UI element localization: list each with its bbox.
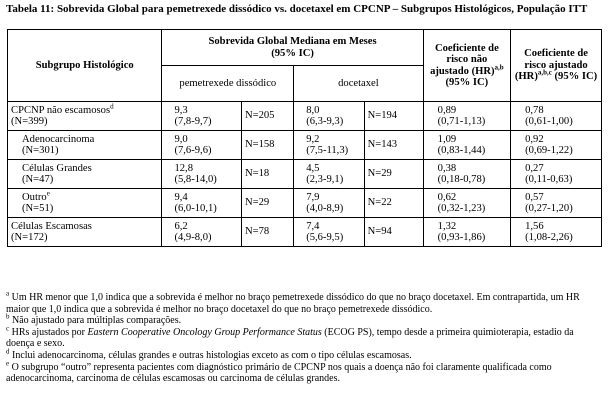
hr-unadjusted-ci: (0,71-1,13) bbox=[437, 116, 486, 127]
footnote-e-text: O subgrupo “outro” representa pacientes com diagnóstico primário de CPCNP nos quais a doença não foi claramente qualificada como adenocarcinoma, carcinoma de células escamosas ou carcinoma de células grandes. bbox=[6, 361, 552, 385]
hr-adjusted: 0,27 bbox=[525, 162, 544, 174]
cell-doc-median bbox=[294, 102, 364, 131]
hr-unadjusted-ci: (0,83-1,44) bbox=[437, 145, 486, 156]
doc-n: N=94 bbox=[367, 226, 392, 238]
subgroup-name: CPCNP não escamosos bbox=[11, 104, 111, 116]
hr-adjusted: 0,92 bbox=[525, 133, 544, 145]
hr-adjusted: 1,56 bbox=[525, 220, 544, 232]
cell-doc-median bbox=[294, 131, 364, 160]
doc-median: 7,4 bbox=[306, 220, 320, 232]
cell-hr-unadjusted bbox=[423, 131, 510, 160]
cell-doc-n bbox=[364, 102, 423, 131]
footnote-c-mark: c bbox=[6, 324, 10, 333]
pem-median: 12,8 bbox=[174, 162, 193, 174]
hr-adjusted-ci: (0,61-1,00) bbox=[525, 116, 573, 127]
footnotes bbox=[6, 289, 604, 385]
doc-median: 9,2 bbox=[306, 133, 320, 145]
cell-doc-n bbox=[364, 189, 423, 218]
subgroup-footnote-mark: e bbox=[46, 188, 50, 197]
hr-adjusted-ci: (0,69-1,22) bbox=[525, 145, 573, 156]
hr-adjusted-ci: (0,27-1,20) bbox=[525, 203, 573, 214]
subgroup-n: (N=172) bbox=[11, 232, 48, 243]
cell-doc-median bbox=[294, 189, 364, 218]
subgroup-n: (N=47) bbox=[22, 174, 54, 185]
cell-doc-median bbox=[294, 218, 364, 247]
footnote-b-mark: b bbox=[6, 312, 10, 321]
cell-doc-n bbox=[364, 218, 423, 247]
doc-ci: (5,6-9,5) bbox=[306, 232, 344, 243]
cell-doc-n bbox=[364, 160, 423, 189]
cell-subgroup bbox=[8, 189, 162, 218]
doc-n: N=29 bbox=[367, 168, 392, 180]
footnote-a bbox=[6, 289, 604, 315]
doc-median: 8,0 bbox=[306, 104, 320, 116]
hr-adjusted-ci: (1,08-2,26) bbox=[525, 232, 573, 243]
header-hr-adj-label: Coeficiente de risco ajustado (HR) bbox=[514, 48, 588, 83]
footnote-b-text: Não ajustado para múltiplas comparações. bbox=[9, 315, 182, 327]
subgroup-footnote-mark: d bbox=[110, 101, 114, 110]
pem-n: N=18 bbox=[244, 168, 270, 180]
footnote-c-italic: Eastern Cooperative Oncology Group Performance Status bbox=[87, 326, 322, 338]
subgroup-name: Adenocarcinoma bbox=[22, 133, 95, 145]
cell-hr-adjusted bbox=[511, 189, 602, 218]
cell-pem-median bbox=[162, 131, 242, 160]
footnote-c bbox=[6, 324, 604, 350]
cell-subgroup bbox=[8, 102, 162, 131]
table-row bbox=[8, 218, 602, 247]
pem-median: 6,2 bbox=[174, 220, 188, 232]
cell-pem-n bbox=[241, 102, 293, 131]
hr-unadjusted: 1,09 bbox=[437, 133, 457, 145]
footnote-d-text: Inclui adenocarcinoma, células grandes e outras histologias exceto as com o tipo células escamosas. bbox=[9, 349, 412, 361]
doc-ci: (7,5-11,3) bbox=[306, 145, 349, 156]
table-title: Tabela 11: Sobrevida Global para pemetrexede dissódico vs. docetaxel em CPCNP – Subgrupos Histológicos, População ITT bbox=[6, 3, 588, 15]
footnote-e bbox=[6, 359, 604, 385]
cell-hr-adjusted bbox=[511, 102, 602, 131]
doc-n: N=143 bbox=[367, 139, 398, 151]
cell-pem-median bbox=[162, 189, 242, 218]
hr-adjusted: 0,57 bbox=[525, 191, 544, 203]
pem-n: N=29 bbox=[244, 197, 270, 209]
footnote-e-mark: e bbox=[6, 359, 10, 368]
cell-pem-n bbox=[241, 131, 293, 160]
header-hr-adjusted bbox=[511, 30, 602, 102]
subgroup-n: (N=301) bbox=[22, 145, 59, 156]
hr-adjusted: 0,78 bbox=[525, 104, 544, 116]
pem-n: N=205 bbox=[244, 110, 275, 122]
cell-pem-n bbox=[241, 189, 293, 218]
cell-hr-adjusted bbox=[511, 131, 602, 160]
pem-ci: (6,0-10,1) bbox=[174, 203, 217, 214]
hr-unadjusted: 0,62 bbox=[437, 191, 457, 203]
subgroup-name: Células Grandes bbox=[22, 162, 92, 174]
cell-doc-n bbox=[364, 131, 423, 160]
hr-unadjusted: 0,89 bbox=[437, 104, 457, 116]
footnote-d-mark: d bbox=[6, 347, 10, 356]
doc-median: 7,9 bbox=[306, 191, 320, 203]
header-hr-adj-ci: (95% IC) bbox=[551, 71, 598, 83]
pem-ci: (7,8-9,7) bbox=[174, 116, 212, 127]
cell-hr-unadjusted bbox=[423, 160, 510, 189]
header-median-group bbox=[162, 30, 423, 66]
cell-pem-median bbox=[162, 160, 242, 189]
cell-subgroup bbox=[8, 131, 162, 160]
footnote-a-text: Um HR menor que 1,0 indica que a sobrevida é melhor no braço pemetrexede dissódico do que no braço docetaxel. Em contrapartida, um HR maior que 1,0 indica que a sobrevida é melhor no braço docetaxel do que no braço pemetrexede dissódico. bbox=[6, 292, 580, 315]
header-pemetrexede: pemetrexede dissódico bbox=[162, 66, 294, 102]
cell-pem-median bbox=[162, 102, 242, 131]
footnote-b bbox=[6, 312, 604, 327]
cell-doc-median bbox=[294, 160, 364, 189]
hr-adjusted-ci: (0,11-0,63) bbox=[525, 174, 573, 185]
cell-hr-unadjusted bbox=[423, 189, 510, 218]
cell-pem-n bbox=[241, 160, 293, 189]
hr-unadjusted-ci: (0,93-1,86) bbox=[437, 232, 486, 243]
table-row bbox=[8, 189, 602, 218]
footnote-d bbox=[6, 347, 604, 362]
cell-subgroup bbox=[8, 160, 162, 189]
cell-hr-adjusted bbox=[511, 218, 602, 247]
header-median-ci: (95% IC) bbox=[271, 47, 314, 59]
header-docetaxel: docetaxel bbox=[294, 66, 423, 102]
pem-ci: (4,9-8,0) bbox=[174, 232, 212, 243]
doc-ci: (6,3-9,3) bbox=[306, 116, 344, 127]
doc-ci: (4,0-8,9) bbox=[306, 203, 344, 214]
pem-n: N=158 bbox=[244, 139, 275, 151]
cell-pem-n bbox=[241, 218, 293, 247]
header-hr-adj-sup: a,b,c bbox=[537, 68, 552, 77]
subgroup-name: Outro bbox=[22, 191, 47, 203]
subgroup-n: (N=399) bbox=[11, 116, 48, 127]
cell-hr-adjusted bbox=[511, 160, 602, 189]
doc-n: N=22 bbox=[367, 197, 392, 209]
table-body bbox=[8, 102, 602, 247]
cell-hr-unadjusted bbox=[423, 218, 510, 247]
doc-n: N=194 bbox=[367, 110, 398, 122]
hr-unadjusted: 1,32 bbox=[437, 220, 457, 232]
hr-unadjusted: 0,38 bbox=[437, 162, 457, 174]
survival-table bbox=[7, 29, 602, 247]
hr-unadjusted-ci: (0,18-0,78) bbox=[437, 174, 486, 185]
header-hr-unadj-ci: (95% IC) bbox=[445, 77, 489, 88]
header-median-title: Sobrevida Global Mediana em Meses bbox=[208, 36, 377, 47]
footnote-a-mark: a bbox=[6, 289, 10, 298]
header-hr-unadj-sup: a,b bbox=[494, 62, 504, 71]
table-row bbox=[8, 102, 602, 131]
pem-median: 9,0 bbox=[174, 133, 188, 145]
pem-ci: (5,8-14,0) bbox=[174, 174, 217, 185]
header-hr-unadjusted bbox=[423, 30, 510, 102]
doc-median: 4,5 bbox=[306, 162, 320, 174]
pem-median: 9,4 bbox=[174, 191, 188, 203]
table-row bbox=[8, 160, 602, 189]
header-row-1 bbox=[8, 30, 602, 66]
pem-ci: (7,6-9,6) bbox=[174, 145, 212, 156]
footnote-c-text-2: (ECOG PS), tempo desde a primeira quimioterapia, estadio da doença e sexo. bbox=[6, 326, 574, 350]
cell-hr-unadjusted bbox=[423, 102, 510, 131]
subgroup-name: Células Escamosas bbox=[11, 220, 92, 232]
doc-ci: (2,3-9,1) bbox=[306, 174, 344, 185]
subgroup-n: (N=51) bbox=[22, 203, 54, 214]
header-hr-unadj-label: Coeficiente de risco não ajustado (HR) bbox=[430, 42, 499, 77]
cell-subgroup bbox=[8, 218, 162, 247]
pem-median: 9,3 bbox=[174, 104, 188, 116]
hr-unadjusted-ci: (0,32-1,23) bbox=[437, 203, 486, 214]
table-row bbox=[8, 131, 602, 160]
cell-pem-median bbox=[162, 218, 242, 247]
header-subgroup: Subgrupo Histológico bbox=[8, 30, 162, 102]
pem-n: N=78 bbox=[244, 226, 270, 238]
footnote-c-text-1: HRs ajustados por bbox=[9, 326, 88, 338]
